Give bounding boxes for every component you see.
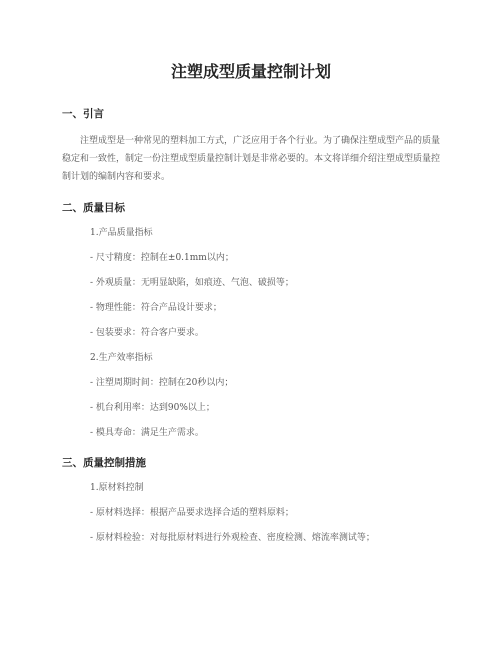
list-item: - 包装要求：符合客户要求。	[90, 328, 204, 338]
list-item: - 物理性能：符合产品设计要求；	[90, 303, 222, 313]
list-item: - 原材料选择：根据产品要求选择合适的塑料原料；	[90, 508, 294, 518]
section-heading-introduction: 一、引言	[62, 108, 104, 120]
list-item: - 模具寿命：满足生产需求。	[90, 428, 204, 438]
list-item: - 注塑周期时间：控制在20秒以内；	[90, 378, 234, 388]
list-item: - 原材料检验：对每批原材料进行外观检查、密度检测、熔流率测试等；	[90, 533, 375, 543]
subsection-title-product-quality: 1.产品质量指标	[90, 228, 153, 238]
list-item: - 尺寸精度：控制在±0.1mm以内；	[90, 253, 234, 263]
list-item: - 外观质量：无明显缺陷，如痕迹、气泡、破损等；	[90, 278, 294, 288]
section-heading-quality-goals: 二、质量目标	[62, 202, 125, 214]
section-heading-quality-control-measures: 三、质量控制措施	[62, 457, 146, 469]
document-title: 注塑成型质量控制计划	[170, 62, 331, 81]
list-item: - 机台利用率：达到90%以上；	[90, 403, 215, 413]
introduction-paragraph: 注塑成型是一种常见的塑料加工方式，广泛应用于各个行业。为了确保注塑成型产品的质量稳定和一致性，制定一份注塑成型质量控制计划是非常必要的。本文将详细介绍注塑成型质量控制计划的编制内容和要求。	[62, 136, 441, 182]
subsection-title-raw-material-control: 1.原材料控制	[90, 483, 144, 493]
subsection-title-production-efficiency: 2.生产效率指标	[90, 353, 153, 363]
